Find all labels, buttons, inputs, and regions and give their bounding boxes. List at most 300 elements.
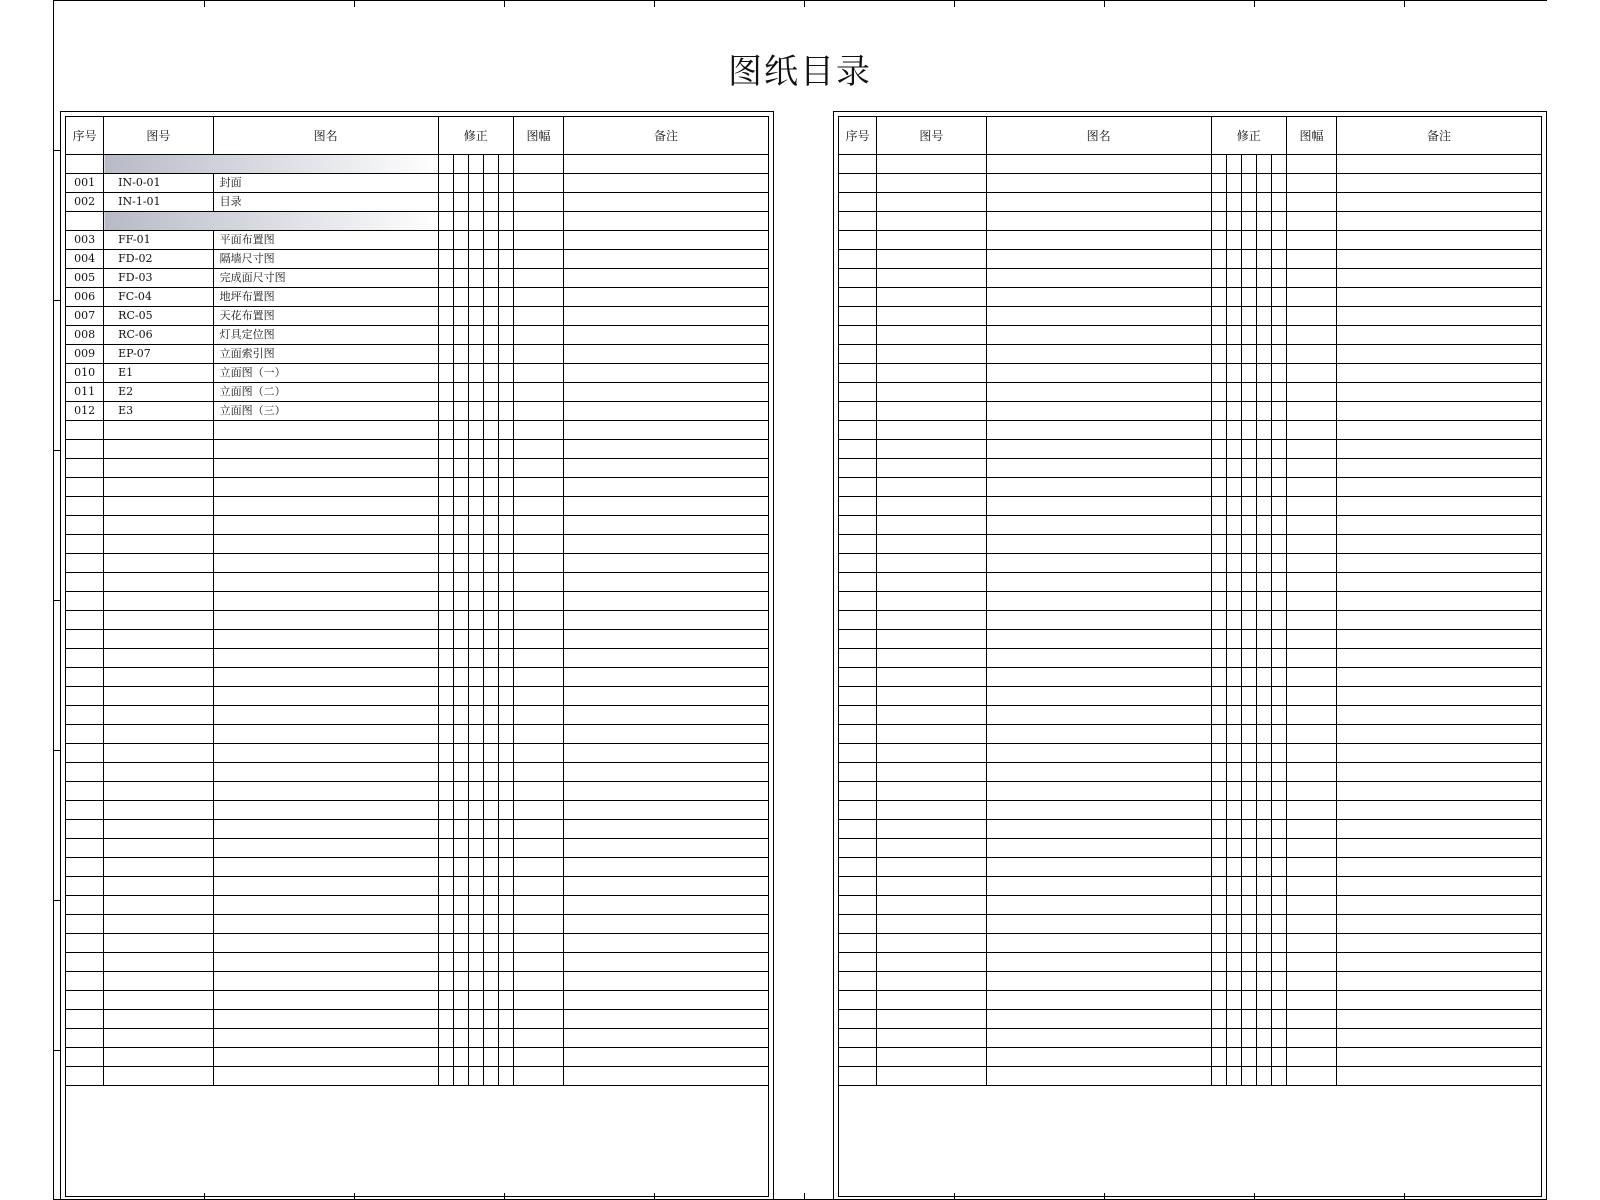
cell-name <box>213 535 438 554</box>
cell-size <box>1286 839 1336 858</box>
cell-remarks <box>1337 478 1542 497</box>
cell-size <box>1286 383 1336 402</box>
cell-index <box>839 801 877 820</box>
cell-name <box>986 402 1211 421</box>
cell-size <box>513 421 563 440</box>
cell-revision <box>453 611 468 630</box>
border-tick <box>53 600 60 601</box>
cell-revision <box>1211 421 1226 440</box>
cell-remarks <box>1337 516 1542 535</box>
cell-revision <box>1241 554 1256 573</box>
cell-revision <box>1256 1029 1271 1048</box>
cell-revision <box>1211 231 1226 250</box>
cell-name <box>986 269 1211 288</box>
cell-name <box>986 744 1211 763</box>
cell-name <box>213 554 438 573</box>
cell-size <box>1286 687 1336 706</box>
border-tick <box>354 0 355 7</box>
cell-revision <box>483 915 498 934</box>
cell-revision <box>1241 497 1256 516</box>
cell-revision <box>1211 782 1226 801</box>
cell-size <box>1286 1048 1336 1067</box>
cell-index <box>839 744 877 763</box>
cell-size <box>1286 934 1336 953</box>
cell-revision <box>1271 687 1286 706</box>
cell-remarks <box>1337 801 1542 820</box>
cell-size <box>513 440 563 459</box>
cell-size <box>1286 497 1336 516</box>
cell-revision <box>483 345 498 364</box>
border-tick <box>53 1050 60 1051</box>
cell-code <box>877 535 986 554</box>
cell-revision <box>498 174 513 193</box>
cell-revision <box>438 972 453 991</box>
table-row <box>66 611 769 630</box>
cell-revision <box>438 231 453 250</box>
cell-revision <box>498 1010 513 1029</box>
cell-code <box>877 611 986 630</box>
cell-revision <box>1226 839 1241 858</box>
cell-remarks <box>564 991 769 1010</box>
cell-remarks <box>1337 1067 1542 1086</box>
cell-revision <box>483 782 498 801</box>
cell-index <box>839 991 877 1010</box>
table-row <box>839 649 1542 668</box>
cell-revision <box>1241 839 1256 858</box>
cell-size <box>513 801 563 820</box>
cell-revision <box>1226 402 1241 421</box>
cell-revision <box>453 801 468 820</box>
cell-remarks <box>1337 307 1542 326</box>
footer-notes-row <box>66 1086 769 1197</box>
cell-revision <box>1256 402 1271 421</box>
cell-remarks <box>1337 231 1542 250</box>
cell-remarks <box>564 459 769 478</box>
cell-revision <box>438 630 453 649</box>
cell-size <box>513 972 563 991</box>
cell-name <box>213 953 438 972</box>
cell-name <box>986 554 1211 573</box>
cell-revision <box>1271 421 1286 440</box>
cell-revision <box>483 649 498 668</box>
cell-revision <box>1256 535 1271 554</box>
cell-remarks <box>1337 991 1542 1010</box>
cell-revision <box>1241 421 1256 440</box>
cell-size <box>1286 212 1336 231</box>
cell-revision <box>453 326 468 345</box>
cell-size <box>1286 801 1336 820</box>
cell-revision <box>468 174 483 193</box>
border-tick <box>504 1193 505 1200</box>
cell-index <box>839 877 877 896</box>
cell-index <box>66 915 104 934</box>
cell-remarks <box>1337 174 1542 193</box>
cell-size <box>513 1010 563 1029</box>
cell-revision <box>468 364 483 383</box>
cell-revision <box>1256 269 1271 288</box>
cell-index <box>839 934 877 953</box>
cell-revision <box>1271 877 1286 896</box>
border-tick <box>204 1193 205 1200</box>
table-row <box>66 307 769 326</box>
cell-code <box>104 763 213 782</box>
cell-revision <box>1211 668 1226 687</box>
cell-revision <box>1241 1010 1256 1029</box>
cell-revision <box>468 858 483 877</box>
cell-index <box>839 307 877 326</box>
cell-revision <box>453 972 468 991</box>
border-tick <box>1254 1193 1255 1200</box>
cell-revision <box>483 478 498 497</box>
cell-revision <box>498 896 513 915</box>
cell-revision <box>1271 535 1286 554</box>
border-tick <box>954 1193 955 1200</box>
cell-size <box>513 250 563 269</box>
cell-revision <box>453 307 468 326</box>
cell-revision <box>498 972 513 991</box>
cell-remarks <box>564 288 769 307</box>
cell-revision <box>1256 554 1271 573</box>
cell-revision <box>1211 820 1226 839</box>
table-row <box>839 459 1542 478</box>
cell-revision <box>1226 744 1241 763</box>
cell-revision <box>498 155 513 174</box>
cell-name: 立面图（一） <box>213 364 438 383</box>
cell-index <box>66 554 104 573</box>
table-row <box>839 440 1542 459</box>
cell-revision <box>1211 174 1226 193</box>
cell-revision <box>1241 858 1256 877</box>
cell-revision <box>1211 440 1226 459</box>
cell-name <box>213 497 438 516</box>
cell-revision <box>453 459 468 478</box>
cell-remarks <box>1337 364 1542 383</box>
cell-remarks <box>564 1029 769 1048</box>
table-row <box>839 592 1542 611</box>
cell-size <box>513 573 563 592</box>
cell-revision <box>1226 877 1241 896</box>
cell-revision <box>438 706 453 725</box>
cell-revision <box>1226 991 1241 1010</box>
cell-revision <box>1271 345 1286 364</box>
cell-revision <box>1226 820 1241 839</box>
cell-revision <box>1211 877 1226 896</box>
border-tick <box>1254 0 1255 7</box>
cell-code <box>877 231 986 250</box>
cell-index <box>66 801 104 820</box>
cell-revision <box>1271 972 1286 991</box>
cell-size <box>513 326 563 345</box>
cell-name <box>213 516 438 535</box>
cell-revision <box>498 193 513 212</box>
cell-code <box>877 592 986 611</box>
cell-revision <box>498 345 513 364</box>
cell-name <box>213 649 438 668</box>
cell-index: 008 <box>66 326 104 345</box>
cell-revision <box>468 592 483 611</box>
cell-revision <box>453 516 468 535</box>
cell-code <box>877 858 986 877</box>
cell-revision <box>453 934 468 953</box>
cell-revision <box>468 877 483 896</box>
cell-index <box>839 383 877 402</box>
table-row <box>839 953 1542 972</box>
table-row <box>66 687 769 706</box>
cell-revision <box>1256 839 1271 858</box>
cell-revision <box>468 972 483 991</box>
cell-name <box>213 972 438 991</box>
cell-name <box>213 782 438 801</box>
cell-revision <box>1241 877 1256 896</box>
cell-code <box>104 440 213 459</box>
cell-remarks <box>564 421 769 440</box>
cell-size <box>513 649 563 668</box>
cell-revision <box>483 497 498 516</box>
cell-revision <box>468 1010 483 1029</box>
cell-name <box>213 459 438 478</box>
cell-revision <box>483 858 498 877</box>
cell-name <box>986 516 1211 535</box>
cell-revision <box>453 193 468 212</box>
cell-revision <box>1241 516 1256 535</box>
cell-index <box>839 839 877 858</box>
cell-revision <box>453 364 468 383</box>
cell-name <box>213 744 438 763</box>
cell-code <box>877 896 986 915</box>
cell-index <box>66 1048 104 1067</box>
cell-size <box>513 1067 563 1086</box>
cell-revision <box>468 611 483 630</box>
cell-revision <box>453 896 468 915</box>
cell-index <box>66 1010 104 1029</box>
cell-code <box>877 402 986 421</box>
cell-remarks <box>564 193 769 212</box>
cell-revision <box>1241 459 1256 478</box>
cell-name <box>986 345 1211 364</box>
cell-name <box>213 440 438 459</box>
cell-revision <box>1241 801 1256 820</box>
cell-code <box>104 1029 213 1048</box>
cell-remarks <box>564 307 769 326</box>
cell-name <box>986 1067 1211 1086</box>
cell-revision <box>1256 250 1271 269</box>
cell-revision <box>483 364 498 383</box>
cell-size <box>513 1029 563 1048</box>
cell-revision <box>1271 782 1286 801</box>
cell-revision <box>1271 801 1286 820</box>
cell-code <box>877 174 986 193</box>
cell-revision <box>1256 193 1271 212</box>
cell-revision <box>1241 440 1256 459</box>
cell-revision <box>1211 687 1226 706</box>
cell-size <box>1286 155 1336 174</box>
cell-code: RC-05 <box>104 307 213 326</box>
cell-revision <box>498 668 513 687</box>
cell-name <box>213 915 438 934</box>
cell-revision <box>1226 307 1241 326</box>
cell-remarks <box>1337 1048 1542 1067</box>
col-header-name: 图名 <box>986 117 1211 155</box>
cell-code <box>104 744 213 763</box>
cell-revision <box>1256 896 1271 915</box>
cell-revision <box>1211 706 1226 725</box>
cell-remarks <box>1337 877 1542 896</box>
cell-code <box>877 972 986 991</box>
cell-name <box>986 725 1211 744</box>
cell-size <box>513 307 563 326</box>
cell-revision <box>1256 174 1271 193</box>
cell-remarks <box>1337 858 1542 877</box>
cell-revision <box>1256 307 1271 326</box>
cell-code <box>104 630 213 649</box>
cell-revision <box>1226 516 1241 535</box>
cell-revision <box>438 592 453 611</box>
header-row <box>66 117 769 155</box>
cell-revision <box>483 573 498 592</box>
cell-revision <box>1271 592 1286 611</box>
table-row <box>839 839 1542 858</box>
cell-revision <box>483 326 498 345</box>
cell-revision <box>1211 934 1226 953</box>
col-header-index: 序号 <box>66 117 104 155</box>
section-row <box>66 212 769 231</box>
cell-revision <box>1226 440 1241 459</box>
cell-revision <box>498 858 513 877</box>
cell-revision <box>453 858 468 877</box>
cell-index <box>66 820 104 839</box>
cell-revision <box>468 744 483 763</box>
cell-code <box>104 915 213 934</box>
cell-revision <box>1211 896 1226 915</box>
cell-size <box>1286 1010 1336 1029</box>
cell-code <box>104 573 213 592</box>
cell-revision <box>1211 725 1226 744</box>
cell-revision <box>453 421 468 440</box>
table-row <box>839 326 1542 345</box>
cell-code <box>104 1010 213 1029</box>
cell-revision <box>1271 763 1286 782</box>
cell-revision <box>1241 630 1256 649</box>
cell-revision <box>1271 573 1286 592</box>
cell-index <box>66 212 104 231</box>
cell-remarks <box>564 630 769 649</box>
cell-name: 地坪布置图 <box>213 288 438 307</box>
cell-code <box>877 212 986 231</box>
cell-revision <box>438 782 453 801</box>
cell-index <box>66 440 104 459</box>
cell-remarks <box>1337 592 1542 611</box>
cell-index <box>839 174 877 193</box>
cell-revision <box>468 915 483 934</box>
cell-name <box>986 630 1211 649</box>
cell-revision <box>1241 364 1256 383</box>
cell-code <box>877 364 986 383</box>
cell-revision <box>1226 535 1241 554</box>
cell-revision <box>468 763 483 782</box>
cell-name <box>213 1029 438 1048</box>
cell-revision <box>438 649 453 668</box>
cell-index <box>839 155 877 174</box>
table-row <box>66 915 769 934</box>
cell-size <box>1286 573 1336 592</box>
cell-revision <box>438 953 453 972</box>
cell-revision <box>468 668 483 687</box>
cell-revision <box>1226 668 1241 687</box>
cell-revision <box>1271 554 1286 573</box>
cell-size <box>1286 744 1336 763</box>
cell-index <box>839 592 877 611</box>
cell-revision <box>1271 1048 1286 1067</box>
table-row <box>839 497 1542 516</box>
cell-revision <box>1241 535 1256 554</box>
cell-name <box>213 877 438 896</box>
cell-remarks <box>1337 820 1542 839</box>
cell-revision <box>1256 383 1271 402</box>
cell-code <box>104 535 213 554</box>
cell-code <box>104 478 213 497</box>
cell-revision <box>468 630 483 649</box>
cell-index <box>66 668 104 687</box>
cell-revision <box>468 345 483 364</box>
table-row <box>66 288 769 307</box>
cell-remarks <box>564 592 769 611</box>
cell-index <box>839 212 877 231</box>
cell-revision <box>1226 231 1241 250</box>
table-row <box>66 801 769 820</box>
border-tick <box>1404 1193 1405 1200</box>
cell-name: 目录 <box>213 193 438 212</box>
cell-index <box>839 440 877 459</box>
border-tick <box>53 900 60 901</box>
cell-name <box>213 763 438 782</box>
cell-index <box>839 459 877 478</box>
table-row <box>839 193 1542 212</box>
table-row <box>839 478 1542 497</box>
table-row <box>839 877 1542 896</box>
cell-remarks <box>1337 934 1542 953</box>
cell-remarks <box>564 478 769 497</box>
cell-revision <box>468 535 483 554</box>
table-row <box>839 1048 1542 1067</box>
cell-revision <box>1256 1048 1271 1067</box>
cell-revision <box>1271 174 1286 193</box>
cell-remarks <box>1337 687 1542 706</box>
cell-remarks <box>564 516 769 535</box>
cell-size <box>513 877 563 896</box>
cell-revision <box>438 611 453 630</box>
cell-code <box>877 193 986 212</box>
cell-revision <box>483 440 498 459</box>
cell-index <box>839 193 877 212</box>
cell-index <box>66 497 104 516</box>
cell-revision <box>468 250 483 269</box>
cell-revision <box>438 801 453 820</box>
cell-revision <box>483 991 498 1010</box>
cell-revision <box>438 934 453 953</box>
cell-revision <box>438 896 453 915</box>
cell-revision <box>1241 288 1256 307</box>
cell-remarks <box>564 915 769 934</box>
cell-revision <box>468 1048 483 1067</box>
cell-revision <box>438 516 453 535</box>
cell-revision <box>498 554 513 573</box>
cell-revision <box>453 630 468 649</box>
cell-name <box>986 801 1211 820</box>
cell-size <box>1286 231 1336 250</box>
cell-revision <box>498 953 513 972</box>
cell-code <box>877 687 986 706</box>
cell-size <box>1286 611 1336 630</box>
